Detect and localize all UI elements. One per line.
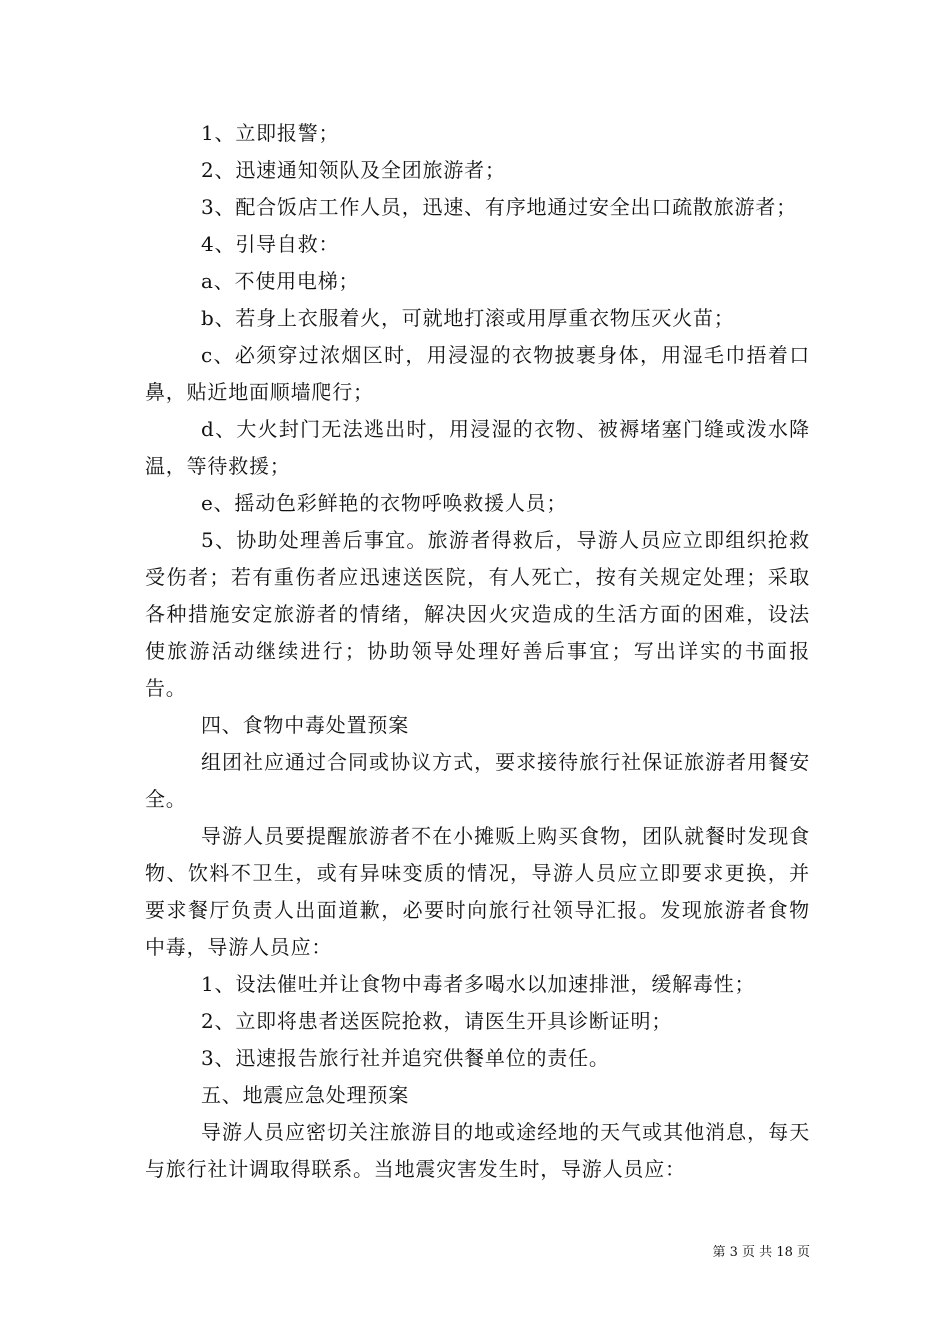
paragraph-5: a、不使用电梯；	[201, 269, 360, 293]
document-body	[145, 115, 810, 1188]
paragraph-8: d、大火封门无法逃出时，用浸湿的衣物、被褥堵塞门缝或泼水降温，等待救援；	[145, 417, 810, 478]
paragraph-18: 导游人员应密切关注旅游目的地或途经地的天气或其他消息，每天与旅行社计调取得联系。当地震灾害发生时，导游人员应：	[145, 1120, 810, 1181]
paragraph-1: 1、立即报警；	[201, 121, 340, 145]
page-number-footer: 第 3 页 共 18 页	[712, 1245, 810, 1260]
paragraph-6: b、若身上衣服着火，可就地打滚或用厚重衣物压灭火苗；	[201, 306, 735, 330]
paragraph-14: 1、设法催吐并让食物中毒者多喝水以加速排泄，缓解毒性；	[201, 972, 756, 996]
paragraph-12: 组团社应通过合同或协议方式，要求接待旅行社保证旅游者用餐安全。	[145, 750, 810, 811]
paragraph-16: 3、迅速报告旅行社并追究供餐单位的责任。	[201, 1046, 610, 1070]
section-heading-earthquake: 五、地震应急处理预案	[201, 1083, 409, 1107]
paragraph-15: 2、立即将患者送医院抢救，请医生开具诊断证明；	[201, 1009, 673, 1033]
paragraph-3: 3、配合饭店工作人员，迅速、有序地通过安全出口疏散旅游者；	[201, 195, 797, 219]
paragraph-13: 导游人员要提醒旅游者不在小摊贩上购买食物，团队就餐时发现食物、饮料不卫生，或有异味变质的情况，导游人员应立即要求更换，并要求餐厅负责人出面道歉，必要时向旅行社领导汇报。发现旅游者食物中毒，导游人员应：	[145, 824, 810, 959]
paragraph-2: 2、迅速通知领队及全团旅游者；	[201, 158, 506, 182]
paragraph-9: e、摇动色彩鲜艳的衣物呼唤救援人员；	[201, 491, 568, 515]
paragraph-4: 4、引导自救：	[201, 232, 340, 256]
section-heading-food-poisoning: 四、食物中毒处置预案	[201, 713, 409, 737]
paragraph-7: c、必须穿过浓烟区时，用浸湿的衣物披裹身体，用湿毛巾捂着口鼻，贴近地面顺墙爬行；	[145, 343, 810, 404]
paragraph-10: 5、协助处理善后事宜。旅游者得救后，导游人员应立即组织抢救受伤者；若有重伤者应迅速送医院，有人死亡，按有关规定处理；采取各种措施安定旅游者的情绪，解决因火灾造成的生活方面的困难，设法使旅游活动继续进行；协助领导处理好善后事宜；写出详实的书面报告。	[145, 528, 810, 700]
